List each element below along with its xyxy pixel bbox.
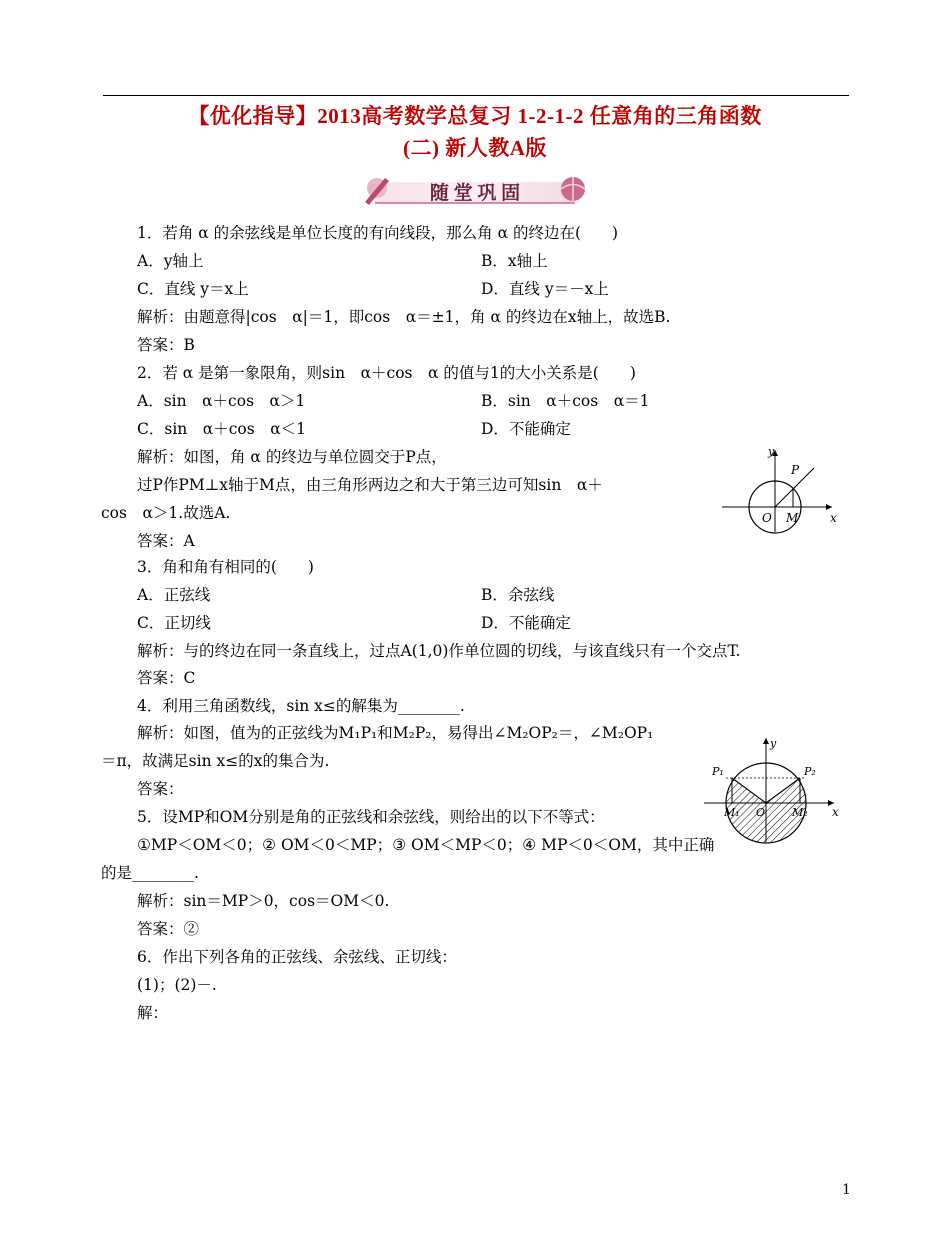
q2-fig-p: P bbox=[791, 463, 800, 477]
q1-option-d: D．直线 y＝－x上 bbox=[481, 280, 609, 298]
header-rule bbox=[103, 95, 849, 96]
q4-fig-p2: P₂ bbox=[804, 765, 816, 778]
q2-fig-o: O bbox=[762, 511, 772, 525]
q4-fig-m2: M₂ bbox=[792, 806, 808, 819]
q5-stem: 5．设MP和OM分别是角的正弦线和余弦线，则给出的以下不等式： bbox=[137, 808, 605, 826]
q6-solution: 解： bbox=[137, 1004, 169, 1022]
q4-fig-p1: P₁ bbox=[712, 765, 724, 778]
q4-analysis-line1: 解析：如图，值为的正弦线为M₁P₁和M₂P₂，易得出∠M₂OP₂＝，∠M₂OP₁ bbox=[137, 724, 654, 742]
q2-analysis-line1: 解析：如图，角 α 的终边与单位圆交于P点， bbox=[137, 448, 447, 466]
q2-option-d: D．不能确定 bbox=[481, 420, 571, 438]
q6-parts: (1)；(2)－. bbox=[137, 976, 217, 994]
q3-answer: 答案：C bbox=[137, 669, 196, 687]
q2-fig-m: M bbox=[786, 511, 799, 525]
q3-option-a: A．正弦线 bbox=[137, 586, 211, 604]
q3-option-c: C．正切线 bbox=[137, 614, 211, 632]
doc-title-line2: (二) 新人教A版 bbox=[403, 136, 547, 160]
q4-fig-m1: M₁ bbox=[724, 806, 740, 819]
q2-fig-x: x bbox=[830, 511, 837, 525]
q4-answer: 答案： bbox=[137, 780, 184, 798]
q1-option-c: C．直线 y＝x上 bbox=[137, 280, 249, 298]
section-banner bbox=[355, 172, 595, 210]
q5-analysis: 解析：sin＝MP＞0，cos＝OM＜0. bbox=[137, 892, 390, 910]
q2-stem: 2．若 α 是第一象限角，则sin α＋cos α 的值与1的大小关系是( ) bbox=[137, 364, 636, 382]
q2-option-c: C．sin α＋cos α＜1 bbox=[137, 420, 307, 438]
q5-options-line: ①MP＜OM＜0；② OM＜0＜MP；③ OM＜MP＜0；④ MP＜0＜OM，其中正确 bbox=[137, 836, 715, 854]
q4-analysis-line2: ＝π，故满足sin x≤的x的集合为. bbox=[101, 752, 330, 770]
q2-analysis-line3: cos α＞1.故选A. bbox=[101, 504, 231, 522]
page-number: 1 bbox=[842, 1182, 851, 1198]
banner-label: 随 堂 巩 固 bbox=[429, 183, 521, 204]
q2-answer: 答案：A bbox=[137, 532, 195, 550]
q3-analysis: 解析：与的终边在同一条直线上，过点A(1,0)作单位圆的切线，与该直线只有一个交点T. bbox=[137, 642, 741, 660]
q4-unit-circle-figure bbox=[704, 732, 844, 844]
q1-option-b: B．x轴上 bbox=[481, 252, 548, 270]
q4-fig-x: x bbox=[832, 805, 839, 819]
q1-option-a: A．y轴上 bbox=[137, 252, 204, 270]
q2-option-b: B．sin α＋cos α＝1 bbox=[481, 392, 650, 410]
q2-analysis-line2: 过P作PM⊥x轴于M点，由三角形两边之和大于第三边可知sin α＋ bbox=[137, 476, 603, 494]
q5-stem-end: 的是________. bbox=[101, 864, 199, 882]
q4-fig-y: y bbox=[770, 737, 777, 750]
q1-stem: 1．若角 α 的余弦线是单位长度的有向线段，那么角 α 的终边在( ) bbox=[137, 224, 619, 242]
q1-analysis: 解析：由题意得|cos α|＝1，即cos α＝±1，角 α 的终边在x轴上，故选B. bbox=[137, 308, 671, 326]
q3-option-d: D．不能确定 bbox=[481, 614, 571, 632]
q2-option-a: A．sin α＋cos α＞1 bbox=[137, 392, 306, 410]
q2-unit-circle-figure bbox=[718, 444, 840, 534]
q2-fig-y: y bbox=[768, 445, 775, 458]
q4-fig-o: O bbox=[756, 806, 766, 819]
q6-stem: 6．作出下列各角的正弦线、余弦线、正切线： bbox=[137, 948, 457, 966]
q3-option-b: B．余弦线 bbox=[481, 586, 555, 604]
q1-answer: 答案：B bbox=[137, 336, 195, 354]
q5-answer: 答案：② bbox=[137, 920, 200, 938]
doc-title-line1: 【优化指导】2013高考数学总复习 1-2-1-2 任意角的三角函数 bbox=[188, 104, 762, 128]
q4-stem: 4．利用三角函数线，sin x≤的解集为________. bbox=[137, 697, 465, 715]
q3-stem: 3．角和角有相同的( ) bbox=[137, 558, 314, 576]
globe-icon bbox=[561, 177, 585, 201]
